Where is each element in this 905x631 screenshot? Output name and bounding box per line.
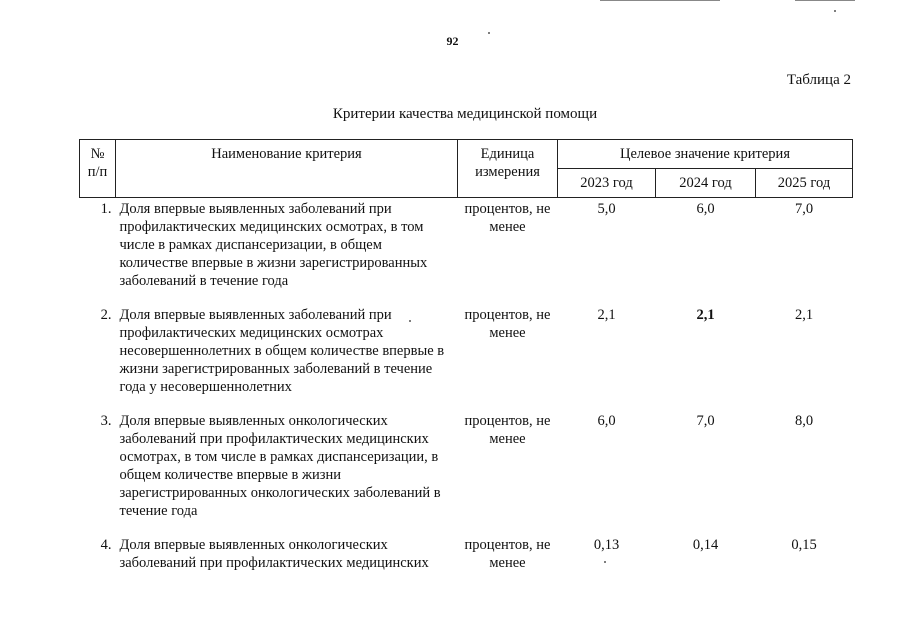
criterion-name: Доля впервые выявленных онкологических заболеваний при профилактических медицинских осмотрах, в том числе в рамках диспансеризации, в общем количестве впервые в жизни зарегистрированных онкологических заболеваний в течение года: [119, 413, 441, 519]
value-cell: 6,0: [597, 413, 616, 429]
table-row: [80, 306, 853, 412]
value-cell: 0,13: [593, 537, 620, 553]
row-number: 4.: [100, 537, 112, 553]
header-unit: Единица измерения: [458, 140, 558, 198]
criterion-name: Доля впервые выявленных заболеваний при профилактических медицинских осмотрах, в том числе в рамках диспансеризации, в общем количестве впервые в жизни зарегистрированных заболеваний в течение года: [119, 201, 428, 289]
value-cell: 0,14: [692, 537, 719, 553]
page-number: 92: [446, 34, 459, 48]
value-cell: 5,0: [597, 201, 616, 217]
criteria-table: [79, 139, 853, 588]
header-num: № п/п: [80, 140, 116, 198]
row-number: 2.: [100, 307, 112, 323]
value-cell: 0,15: [791, 537, 817, 553]
criterion-unit: процентов, не менее: [464, 201, 551, 235]
value-cell: 7,0: [794, 201, 814, 217]
value-cell: 2,1: [597, 307, 616, 323]
criterion-unit: процентов, не менее: [464, 537, 551, 571]
table-row: [80, 198, 853, 307]
criterion-name: Доля впервые выявленных заболеваний при профилактических медицинских осмотрах несовершеннолетних в общем количестве впервые в жизни зарегистрированных заболеваний в течение года у несовершеннолетних: [119, 307, 445, 395]
criterion-name: Доля впервые выявленных онкологических заболеваний при профилактических медицинских: [119, 537, 429, 571]
header-year: 2023 год: [558, 169, 656, 198]
value-cell: 8,0: [794, 413, 814, 429]
row-number: 1.: [100, 201, 112, 217]
header-target: Целевое значение критерия: [558, 140, 853, 169]
value-cell: 7,0: [696, 413, 715, 429]
scan-speck: [834, 10, 836, 12]
value-cell: 2,1: [794, 307, 814, 323]
header-row: [80, 140, 853, 169]
table-row: [80, 536, 853, 588]
value-cell: 2,1: [696, 307, 715, 323]
header-year: 2025 год: [756, 169, 853, 198]
scan-artifact-line: [600, 0, 720, 1]
value-cell: 6,0: [696, 201, 715, 217]
criterion-unit: процентов, не менее: [464, 307, 551, 341]
table-title: Критерии качества медицинской помощи: [332, 106, 598, 122]
row-number: 3.: [100, 413, 112, 429]
scan-artifact-line: [795, 0, 855, 1]
header-year: 2024 год: [656, 169, 756, 198]
table-row: [80, 412, 853, 536]
header-name: Наименование критерия: [116, 140, 458, 198]
criterion-unit: процентов, не менее: [464, 413, 551, 447]
table-label: Таблица 2: [786, 72, 851, 88]
